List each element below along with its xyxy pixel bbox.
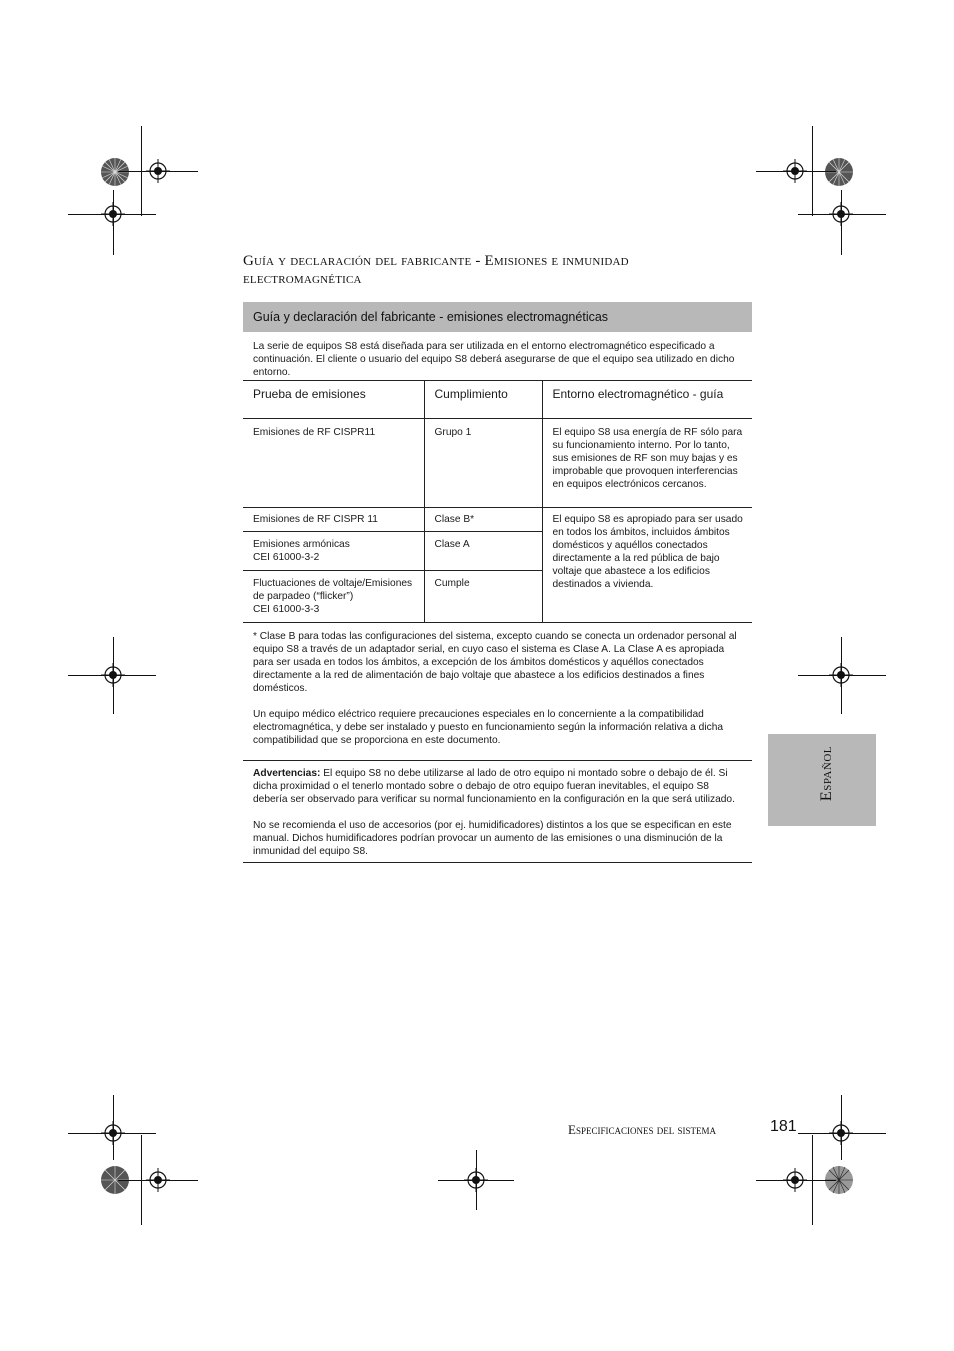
table-row bbox=[243, 508, 752, 532]
crosshair-mark-icon bbox=[146, 1168, 170, 1192]
section-title bbox=[243, 252, 763, 288]
emissions-declaration-box bbox=[243, 302, 752, 863]
crosshair-mark-icon bbox=[101, 663, 125, 687]
section-title-line2: electromagnética bbox=[243, 271, 362, 287]
emission-test-cell bbox=[243, 532, 424, 571]
warning-text: El equipo S8 no debe utilizarse al lado de otro equipo ni montado sobre o debajo de él. Si dicha proximidad o el tenerlo montado sobre o debajo de otro equipo fueran inevitables, el equipo S8 debería ser observado para verificar su normal funcionamiento en la configuración en la que será utilizado. bbox=[253, 768, 735, 805]
compliance-cell: Clase B* bbox=[424, 508, 542, 532]
footnote-text: * Clase B para todas las configuraciones del sistema, excepto cuando se conecta un ordenador personal al equipo S8 a través de un adaptador serial, en cuyo caso el sistema es Clase A. La Clase A es apropiada para ser usada en todos los ámbitos, a excepción de los ámbitos domésticos y aquéllos conectados directamente a la red de alimentación de bajo voltaje que abastece a los edificios destinados a fines domésticos. bbox=[253, 631, 737, 694]
accessory-warning-text: No se recomienda el uso de accesorios (por ej. humidificadores) distintos a los que se especifican en este manual. Dichos humidificadores podrían provocar un aumento de las emisiones o una disminución de la inmunidad del equipo S8. bbox=[253, 820, 732, 857]
emission-test-cell: Emisiones de RF CISPR 11 bbox=[243, 508, 424, 532]
table-header-row bbox=[243, 381, 752, 419]
compliance-cell: Grupo 1 bbox=[424, 419, 542, 508]
notes-section bbox=[243, 623, 752, 747]
guidance-cell: El equipo S8 usa energía de RF sólo para su funcionamiento interno. Por lo tanto, sus emisiones de RF son muy bajas y es improbable que provoquen interferencias en equipos electrónicos cercanos. bbox=[542, 419, 752, 508]
precaution-text: Un equipo médico eléctrico requiere precauciones especiales en lo concerniente a la compatibilidad electromagnética, y debe ser instalado y puesto en funcionamiento según la información relativa a dicha compatibilidad que se proporciona en este documento. bbox=[253, 709, 724, 746]
crosshair-mark-icon bbox=[146, 159, 170, 183]
guidance-cell: El equipo S8 es apropiado para ser usado en todos los ámbitos, incluidos ámbitos domésticos y aquéllos conectados directamente a la red pública de bajo voltaje que abastece a los edificios destinados a vivienda. bbox=[542, 508, 752, 623]
crosshair-mark-icon bbox=[101, 1121, 125, 1145]
column-header: Cumplimiento bbox=[424, 381, 542, 419]
emission-test-cell bbox=[243, 571, 424, 623]
emission-test-name: Emisiones armónicas bbox=[253, 539, 350, 550]
compliance-cell: Clase A bbox=[424, 532, 542, 571]
page-number: 181 bbox=[770, 1118, 797, 1135]
intro-text: La serie de equipos S8 está diseñada para ser utilizada en el entorno electromagnético especificado a continuación. El cliente o usuario del equipo S8 deberá asegurarse de que el equipo sea utilizado en dicho entorno. bbox=[253, 341, 735, 378]
starburst-mark-icon bbox=[824, 157, 854, 187]
column-header: Prueba de emisiones bbox=[243, 381, 424, 419]
table-title: Guía y declaración del fabricante - emisiones electromagnéticas bbox=[243, 302, 752, 332]
compliance-cell: Cumple bbox=[424, 571, 542, 623]
footer-section-title: Especificaciones del sistema bbox=[568, 1122, 716, 1137]
crosshair-mark-icon bbox=[829, 663, 853, 687]
section-title-line1: Guía y declaración del fabricante - Emisiones e inmunidad bbox=[243, 253, 629, 269]
crosshair-mark-icon bbox=[101, 202, 125, 226]
crosshair-mark-icon bbox=[783, 159, 807, 183]
emission-test-standard: CEI 61000-3-3 bbox=[253, 604, 320, 615]
warnings-section bbox=[243, 760, 752, 863]
starburst-mark-icon bbox=[100, 157, 130, 187]
crosshair-mark-icon bbox=[783, 1168, 807, 1192]
table-row bbox=[243, 419, 752, 508]
warning-paragraph bbox=[253, 767, 742, 806]
language-tab-label: Español bbox=[818, 746, 835, 802]
emission-test-standard: CEI 61000-3-2 bbox=[253, 552, 320, 563]
emissions-table bbox=[243, 380, 752, 623]
emission-test-cell: Emisiones de RF CISPR11 bbox=[243, 419, 424, 508]
crosshair-mark-icon bbox=[829, 1121, 853, 1145]
warning-label: Advertencias: bbox=[253, 768, 321, 779]
column-header: Entorno electromagnético - guía bbox=[542, 381, 752, 419]
crosshair-mark-icon bbox=[829, 202, 853, 226]
language-tab bbox=[768, 734, 876, 826]
emission-test-name: Fluctuaciones de voltaje/Emisiones de parpadeo (“flicker”) bbox=[253, 578, 413, 602]
crosshair-mark-icon bbox=[464, 1168, 488, 1192]
